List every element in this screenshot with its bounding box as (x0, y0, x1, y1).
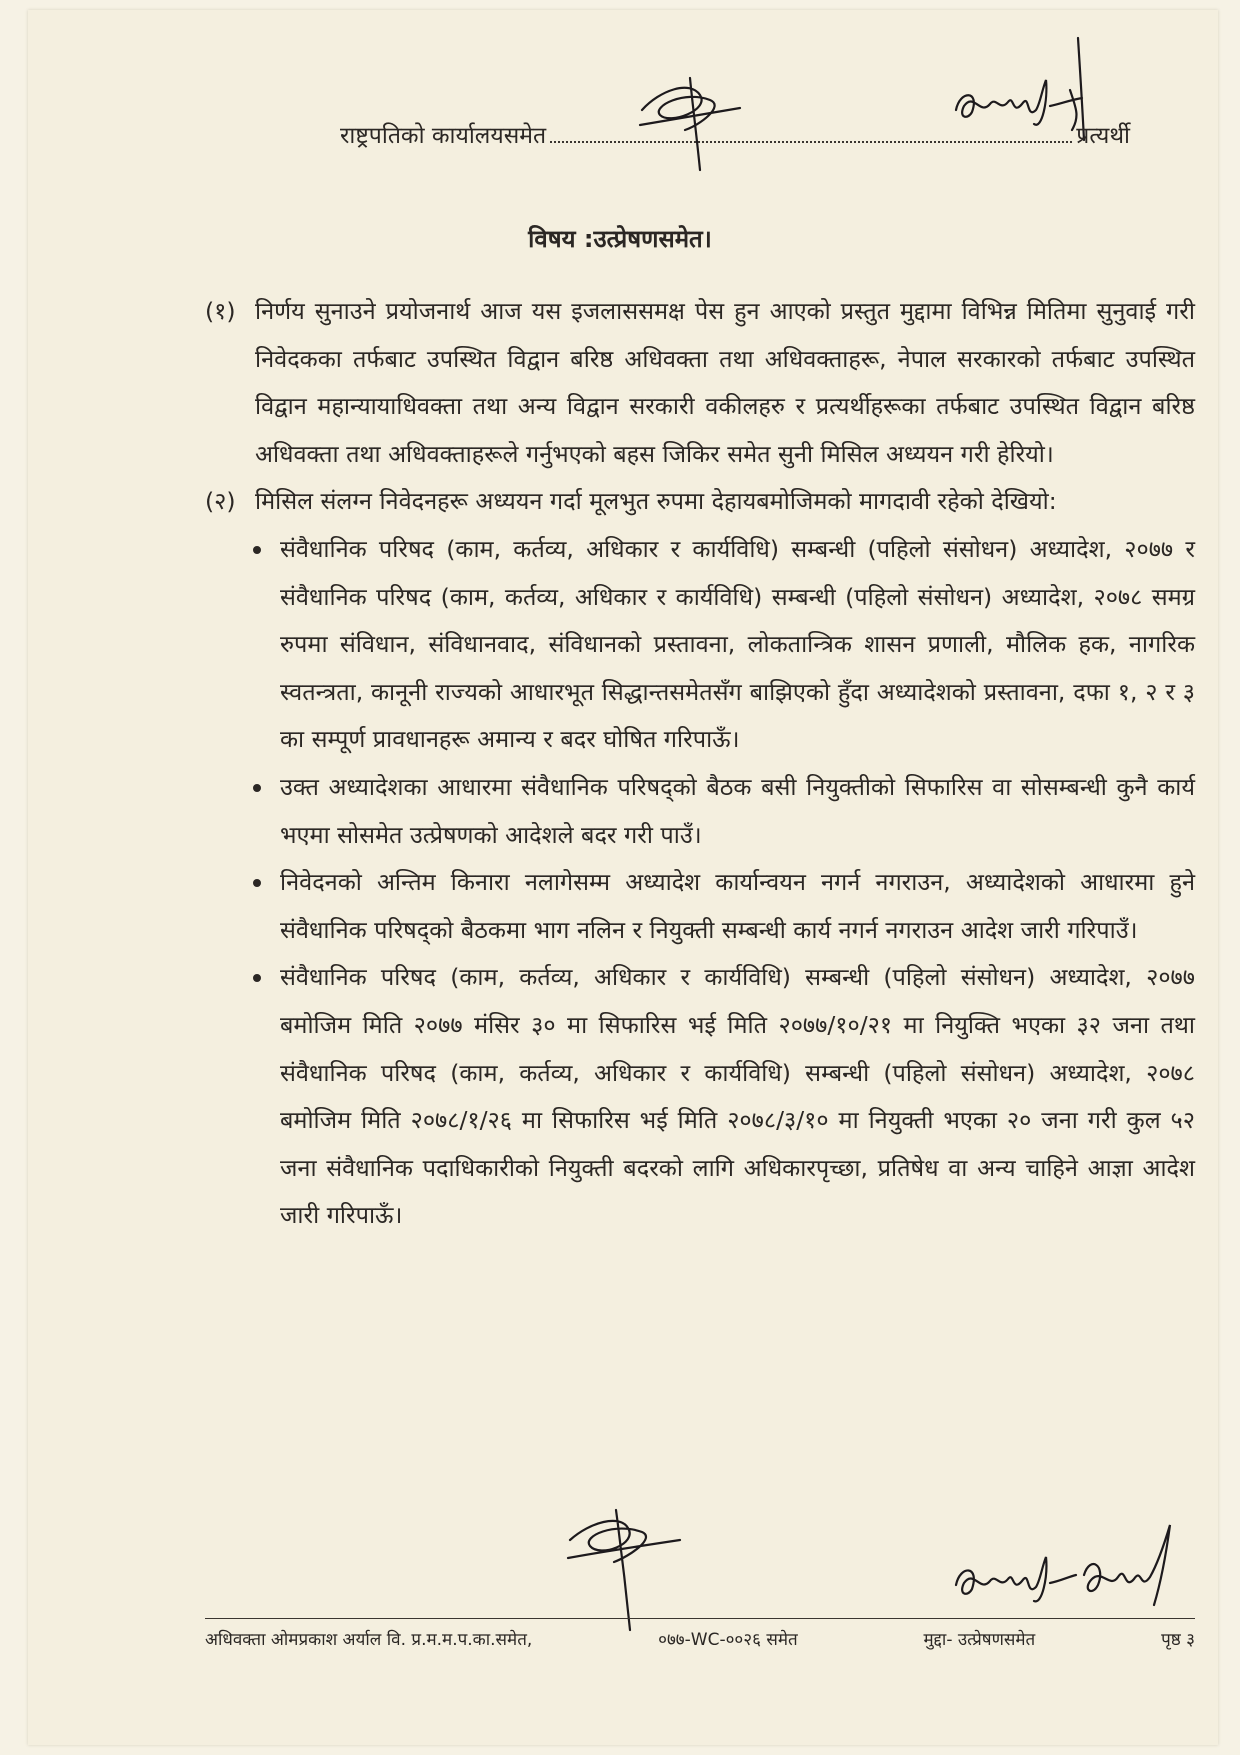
respondent-line (340, 118, 1130, 150)
footer-rule (205, 1618, 1195, 1619)
paragraph-text: निर्णय सुनाउने प्रयोजनार्थ आज यस इजलाससमक्ष पेस हुन आएको प्रस्तुत मुद्दामा विभिन्न मितिमा सुनुवाई गरी निवेदकका तर्फबाट उपस्थित विद्वान बरिष्ठ अधिवक्ता तथा अधिवक्ताहरू, नेपाल सरकारको तर्फबाट उपस्थित विद्वान महान्यायाधिवक्ता तथा अन्य विद्वान सरकारी वकीलहरु र प्रत्यर्थीहरूका तर्फबाट उपस्थित विद्वान बरिष्ठ अधिवक्ता तथा अधिवक्ताहरूले गर्नुभएको बहस जिकिर समेत सुनी मिसिल अध्ययन गरी हेरियो। (255, 297, 1195, 468)
footer-page-number: पृष्ठ ३ (1161, 1630, 1195, 1650)
list-item: संवैधानिक परिषद (काम, कर्तव्य, अधिकार र कार्यविधि) सम्बन्धी (पहिलो संसोधन) अध्यादेश, २०७७ र संवैधानिक परिषद (काम, कर्तव्य, अधिकार र कार्यविधि) सम्बन्धी (पहिलो संसोधन) अध्यादेश, २०७८ समग्र रुपमा संविधान, संविधानवाद, संविधानको प्रस्तावना, लोकतान्त्रिक शासन प्रणाली, मौलिक हक, नागरिक स्वतन्त्रता, कानूनी राज्यको आधारभूत सिद्धान्तसमेतसँग बाझिएको हुँदा अध्यादेशको प्रस्तावना, दफा १, २ र ३ का सम्पूर्ण प्रावधानहरू अमान्य र बदर घोषित गरिपाऊँ। (205, 526, 1195, 764)
dotted-leader (550, 131, 1072, 143)
footer-case-type: मुद्दा- उत्प्रेषणसमेत (923, 1630, 1036, 1650)
list-item: उक्त अध्यादेशका आधारमा संवैधानिक परिषद्को बैठक बसी नियुक्तीको सिफारिस वा सोसम्बन्धी कुनै कार्य भएमा सोसमेत उत्प्रेषणको आदेशले बदर गरी पाउँ। (205, 764, 1195, 859)
footer-case-number: ०७७-WC-००२६ समेत (658, 1630, 798, 1650)
list-item: निवेदनको अन्तिम किनारा नलागेसम्म अध्यादेश कार्यान्वयन नगर्न नगराउन, अध्यादेशको आधारमा हुने संवैधानिक परिषद्को बैठकमा भाग नलिन र नियुक्ती सम्बन्धी कार्य नगर्न नगराउन आदेश जारी गरिपाउँ। (205, 859, 1195, 954)
subject-heading: विषय :उत्प्रेषणसमेत। (528, 225, 712, 253)
paragraph-1 (205, 288, 1195, 478)
document-body (205, 288, 1195, 1240)
footer-case-title: अधिवक्ता ओमप्रकाश अर्याल वि. प्र.म.म.प.का.समेत, (205, 1630, 533, 1650)
demand-list (205, 526, 1195, 1240)
paragraph-number: (२) (205, 487, 236, 516)
paragraph-number: (१) (205, 297, 236, 325)
paragraph-text: मिसिल संलग्न निवेदनहरू अध्ययन गर्दा मूलभुत रुपमा देहायबमोजिमको मागदावी रहेको देखियो: (255, 487, 1057, 516)
signature-bottom-right (950, 1505, 1180, 1615)
signature-bottom-left (560, 1500, 690, 1640)
paragraph-2 (205, 478, 1195, 526)
respondent-party: राष्ट्रपतिको कार्यालयसमेत (340, 123, 547, 149)
list-item: संवैधानिक परिषद (काम, कर्तव्य, अधिकार र कार्यविधि) सम्बन्धी (पहिलो संसोधन) अध्यादेश, २०७७ बमोजिम मिति २०७७ मंसिर ३० मा सिफारिस भई मिति २०७७/१०/२१ मा नियुक्ति भएका ३२ जना तथा संवैधानिक परिषद (काम, कर्तव्य, अधिकार र कार्यविधि) सम्बन्धी (पहिलो संसोधन) अध्यादेश, २०७८ बमोजिम मिति २०७८/१/२६ मा सिफारिस भई मिति २०७८/३/१० मा नियुक्ती भएका २० जना गरी कुल ५२ जना संवैधानिक पदाधिकारीको नियुक्ती बदरको लागि अधिकारपृच्छा, प्रतिषेध वा अन्य चाहिने आज्ञा आदेश जारी गरिपाऊँ। (205, 954, 1195, 1240)
page-footer (205, 1627, 1195, 1650)
respondent-label: प्रत्यर्थी (1076, 123, 1130, 149)
